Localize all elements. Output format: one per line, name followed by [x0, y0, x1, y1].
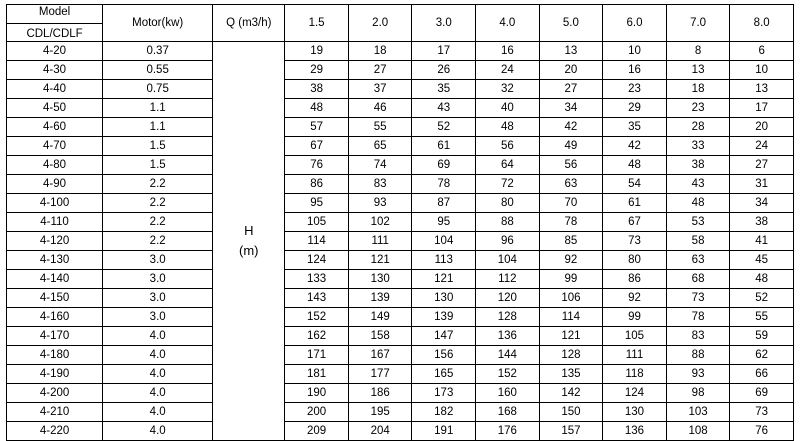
cell-head-value: 143 [285, 289, 349, 308]
cell-model: 4-30 [7, 61, 103, 80]
cell-motor: 4.0 [103, 346, 213, 365]
cell-head-value: 86 [285, 175, 349, 194]
cell-head-value: 173 [412, 384, 476, 403]
cell-model: 4-40 [7, 80, 103, 99]
cell-model: 4-160 [7, 308, 103, 327]
cell-model: 4-190 [7, 365, 103, 384]
table-row [7, 251, 794, 270]
cell-motor: 2.2 [103, 213, 213, 232]
header-flow-col-5: 6.0 [603, 5, 667, 42]
cell-head-value: 17 [412, 42, 476, 61]
table-row [7, 99, 794, 118]
cell-head-value: 16 [476, 42, 540, 61]
cell-head-value: 41 [730, 232, 794, 251]
header-flow-col-2: 3.0 [412, 5, 476, 42]
cell-head-value: 93 [348, 194, 412, 213]
cell-head-value: 48 [285, 99, 349, 118]
table-row [7, 365, 794, 384]
header-flow-symbol: Q [226, 16, 236, 29]
cell-motor: 2.2 [103, 232, 213, 251]
table-row [7, 384, 794, 403]
cell-head-value: 92 [603, 289, 667, 308]
cell-motor: 1.1 [103, 99, 213, 118]
cell-head-value: 20 [539, 61, 603, 80]
cell-motor: 4.0 [103, 384, 213, 403]
cell-head-value: 78 [539, 213, 603, 232]
cell-head-value: 108 [666, 422, 730, 441]
cell-head-value: 46 [348, 99, 412, 118]
cell-head-value: 124 [285, 251, 349, 270]
cell-model: 4-20 [7, 42, 103, 61]
cell-motor: 0.37 [103, 42, 213, 61]
cell-head-value: 61 [603, 194, 667, 213]
cell-head-value: 104 [412, 232, 476, 251]
cell-head-value: 160 [476, 384, 540, 403]
cell-head-value: 133 [285, 270, 349, 289]
cell-head-value: 209 [285, 422, 349, 441]
cell-motor: 3.0 [103, 270, 213, 289]
cell-head-value: 56 [476, 137, 540, 156]
cell-head-value: 113 [412, 251, 476, 270]
cell-head-value: 130 [603, 403, 667, 422]
head-symbol: H [244, 223, 254, 239]
cell-model: 4-220 [7, 422, 103, 441]
cell-head-value: 191 [412, 422, 476, 441]
cell-head-value: 142 [539, 384, 603, 403]
table-row [7, 232, 794, 251]
cell-head-value: 43 [666, 175, 730, 194]
cell-head-value: 147 [412, 327, 476, 346]
cell-head-value: 186 [348, 384, 412, 403]
cell-head-value: 130 [412, 289, 476, 308]
cell-head-value: 111 [603, 346, 667, 365]
cell-head-value: 121 [412, 270, 476, 289]
cell-motor: 3.0 [103, 289, 213, 308]
table-row [7, 61, 794, 80]
cell-head-value: 95 [285, 194, 349, 213]
cell-head-value: 45 [730, 251, 794, 270]
cell-head-value: 128 [476, 308, 540, 327]
cell-head-value: 68 [666, 270, 730, 289]
cell-head-value: 128 [539, 346, 603, 365]
cell-model: 4-90 [7, 175, 103, 194]
cell-head-value: 16 [603, 61, 667, 80]
cell-head-value: 120 [476, 289, 540, 308]
cell-head-value: 48 [603, 156, 667, 175]
cell-head-value: 38 [730, 213, 794, 232]
cell-head-value: 54 [603, 175, 667, 194]
cell-head-value: 162 [285, 327, 349, 346]
cell-motor: 3.0 [103, 251, 213, 270]
cell-head-value: 34 [730, 194, 794, 213]
header-flow-col-6: 7.0 [666, 5, 730, 42]
cell-head-value: 48 [730, 270, 794, 289]
cell-head-value: 8 [666, 42, 730, 61]
cell-head-value: 59 [730, 327, 794, 346]
cell-head-value: 76 [730, 422, 794, 441]
cell-motor: 0.55 [103, 61, 213, 80]
cell-head-value: 105 [603, 327, 667, 346]
cell-head-value: 158 [348, 327, 412, 346]
cell-head-value: 23 [603, 80, 667, 99]
table-row [7, 346, 794, 365]
cell-head-value: 114 [539, 308, 603, 327]
cell-head-value: 135 [539, 365, 603, 384]
header-flow-col-3: 4.0 [476, 5, 540, 42]
cell-head-value: 38 [285, 80, 349, 99]
cell-head-value: 93 [666, 365, 730, 384]
header-model-top: Model [38, 6, 71, 18]
cell-head-value: 38 [666, 156, 730, 175]
cell-head-value: 35 [603, 118, 667, 137]
cell-head-value: 26 [412, 61, 476, 80]
cell-motor: 0.75 [103, 80, 213, 99]
cell-motor: 4.0 [103, 403, 213, 422]
cell-head-value: 190 [285, 384, 349, 403]
table-row [7, 80, 794, 99]
cell-head-value: 102 [348, 213, 412, 232]
cell-head-value: 49 [539, 137, 603, 156]
cell-head-value: 171 [285, 346, 349, 365]
cell-head-value: 88 [476, 213, 540, 232]
cell-head-value: 29 [603, 99, 667, 118]
cell-head-value: 43 [412, 99, 476, 118]
cell-head-value: 73 [730, 403, 794, 422]
cell-head-value: 99 [539, 270, 603, 289]
cell-head-value: 167 [348, 346, 412, 365]
cell-head-value: 23 [666, 99, 730, 118]
cell-head-value: 204 [348, 422, 412, 441]
cell-head-value: 69 [730, 384, 794, 403]
cell-head-value: 62 [730, 346, 794, 365]
header-flow-col-4: 5.0 [539, 5, 603, 42]
header-flow-col-1: 2.0 [348, 5, 412, 42]
cell-head-value: 83 [348, 175, 412, 194]
cell-motor: 2.2 [103, 175, 213, 194]
cell-head-value: 58 [666, 232, 730, 251]
cell-model: 4-180 [7, 346, 103, 365]
cell-head-value: 136 [476, 327, 540, 346]
cell-head-value: 48 [476, 118, 540, 137]
cell-head-value: 61 [412, 137, 476, 156]
cell-head-value: 124 [603, 384, 667, 403]
header-flow-col-0: 1.5 [285, 5, 349, 42]
cell-head-value: 98 [666, 384, 730, 403]
cell-head-value: 74 [348, 156, 412, 175]
cell-head-value: 37 [348, 80, 412, 99]
header-flow-col-7: 8.0 [730, 5, 794, 42]
table-row [7, 156, 794, 175]
cell-head-value: 63 [539, 175, 603, 194]
cell-head-value: 24 [476, 61, 540, 80]
cell-head-value: 149 [348, 308, 412, 327]
cell-model: 4-130 [7, 251, 103, 270]
cell-head-value: 96 [476, 232, 540, 251]
cell-head-label [213, 42, 285, 441]
cell-head-value: 67 [603, 213, 667, 232]
cell-head-value: 18 [666, 80, 730, 99]
cell-motor: 1.5 [103, 156, 213, 175]
cell-motor: 4.0 [103, 327, 213, 346]
cell-head-value: 65 [348, 137, 412, 156]
cell-head-value: 66 [730, 365, 794, 384]
cell-head-value: 27 [730, 156, 794, 175]
cell-head-value: 53 [666, 213, 730, 232]
header-model [7, 5, 103, 42]
cell-head-value: 67 [285, 137, 349, 156]
header-flow [213, 5, 285, 42]
header-model-stack [7, 5, 102, 41]
cell-head-value: 195 [348, 403, 412, 422]
cell-head-value: 70 [539, 194, 603, 213]
cell-head-value: 17 [730, 99, 794, 118]
cell-head-value: 80 [603, 251, 667, 270]
cell-head-value: 152 [476, 365, 540, 384]
cell-head-value: 103 [666, 403, 730, 422]
cell-head-value: 106 [539, 289, 603, 308]
cell-head-value: 48 [666, 194, 730, 213]
cell-head-value: 73 [603, 232, 667, 251]
cell-head-value: 121 [539, 327, 603, 346]
cell-model: 4-210 [7, 403, 103, 422]
cell-head-value: 64 [476, 156, 540, 175]
cell-model: 4-150 [7, 289, 103, 308]
cell-head-value: 118 [603, 365, 667, 384]
cell-head-value: 56 [539, 156, 603, 175]
cell-head-value: 95 [412, 213, 476, 232]
header-motor: Motor(kw) [103, 5, 213, 42]
pump-performance-table [6, 4, 794, 441]
cell-head-value: 130 [348, 270, 412, 289]
cell-model: 4-120 [7, 232, 103, 251]
cell-head-value: 177 [348, 365, 412, 384]
cell-head-value: 42 [539, 118, 603, 137]
cell-model: 4-60 [7, 118, 103, 137]
cell-head-value: 78 [412, 175, 476, 194]
cell-head-value: 152 [285, 308, 349, 327]
cell-motor: 3.0 [103, 308, 213, 327]
cell-head-value: 85 [539, 232, 603, 251]
cell-motor: 2.2 [103, 194, 213, 213]
table-row [7, 194, 794, 213]
cell-head-value: 10 [603, 42, 667, 61]
cell-head-value: 18 [348, 42, 412, 61]
table-row [7, 118, 794, 137]
table-row [7, 289, 794, 308]
cell-head-value: 157 [539, 422, 603, 441]
header-model-bottom: CDL/CDLF [26, 27, 83, 40]
header-model-divider [7, 23, 102, 24]
table-row [7, 137, 794, 156]
cell-head-value: 20 [730, 118, 794, 137]
cell-head-value: 168 [476, 403, 540, 422]
cell-head-value: 78 [666, 308, 730, 327]
cell-head-value: 105 [285, 213, 349, 232]
cell-head-value: 99 [603, 308, 667, 327]
cell-head-value: 33 [666, 137, 730, 156]
table-row [7, 42, 794, 61]
cell-head-value: 24 [730, 137, 794, 156]
cell-head-value: 88 [666, 346, 730, 365]
cell-head-value: 156 [412, 346, 476, 365]
cell-head-value: 27 [539, 80, 603, 99]
cell-head-value: 139 [348, 289, 412, 308]
header-flow-unit: (m3/h) [238, 16, 272, 29]
cell-head-value: 86 [603, 270, 667, 289]
cell-head-value: 76 [285, 156, 349, 175]
cell-head-value: 111 [348, 232, 412, 251]
cell-head-value: 144 [476, 346, 540, 365]
cell-motor: 4.0 [103, 365, 213, 384]
cell-head-value: 72 [476, 175, 540, 194]
cell-model: 4-200 [7, 384, 103, 403]
cell-head-value: 57 [285, 118, 349, 137]
cell-model: 4-80 [7, 156, 103, 175]
cell-head-value: 104 [476, 251, 540, 270]
table-row [7, 175, 794, 194]
table-body [7, 42, 794, 441]
cell-head-value: 114 [285, 232, 349, 251]
cell-head-value: 181 [285, 365, 349, 384]
cell-head-value: 112 [476, 270, 540, 289]
cell-head-value: 83 [666, 327, 730, 346]
cell-head-value: 73 [666, 289, 730, 308]
cell-head-value: 176 [476, 422, 540, 441]
cell-head-value: 150 [539, 403, 603, 422]
table-row [7, 422, 794, 441]
cell-head-value: 27 [348, 61, 412, 80]
cell-head-value: 63 [666, 251, 730, 270]
table-row [7, 270, 794, 289]
cell-head-value: 182 [412, 403, 476, 422]
cell-head-value: 92 [539, 251, 603, 270]
cell-head-value: 55 [348, 118, 412, 137]
table-row [7, 403, 794, 422]
cell-head-value: 34 [539, 99, 603, 118]
cell-head-value: 6 [730, 42, 794, 61]
cell-head-value: 19 [285, 42, 349, 61]
table-row [7, 213, 794, 232]
cell-head-value: 35 [412, 80, 476, 99]
cell-model: 4-140 [7, 270, 103, 289]
cell-head-value: 29 [285, 61, 349, 80]
cell-model: 4-100 [7, 194, 103, 213]
cell-head-value: 121 [348, 251, 412, 270]
table-header [7, 5, 794, 42]
cell-head-value: 40 [476, 99, 540, 118]
cell-head-value: 52 [412, 118, 476, 137]
table-row [7, 308, 794, 327]
cell-head-value: 136 [603, 422, 667, 441]
header-row [7, 5, 794, 42]
cell-head-value: 13 [730, 80, 794, 99]
cell-model: 4-50 [7, 99, 103, 118]
cell-head-value: 200 [285, 403, 349, 422]
cell-head-value: 165 [412, 365, 476, 384]
head-unit: (m) [239, 243, 259, 258]
table-row [7, 327, 794, 346]
cell-model: 4-70 [7, 137, 103, 156]
cell-model: 4-110 [7, 213, 103, 232]
cell-head-value: 13 [539, 42, 603, 61]
cell-head-value: 28 [666, 118, 730, 137]
cell-motor: 1.1 [103, 118, 213, 137]
cell-head-value: 10 [730, 61, 794, 80]
cell-head-value: 87 [412, 194, 476, 213]
cell-model: 4-170 [7, 327, 103, 346]
cell-head-value: 13 [666, 61, 730, 80]
cell-head-value: 139 [412, 308, 476, 327]
cell-head-value: 55 [730, 308, 794, 327]
cell-motor: 1.5 [103, 137, 213, 156]
cell-head-value: 80 [476, 194, 540, 213]
cell-head-value: 42 [603, 137, 667, 156]
cell-motor: 4.0 [103, 422, 213, 441]
cell-head-value: 52 [730, 289, 794, 308]
cell-head-value: 69 [412, 156, 476, 175]
cell-head-value: 31 [730, 175, 794, 194]
cell-head-value: 32 [476, 80, 540, 99]
